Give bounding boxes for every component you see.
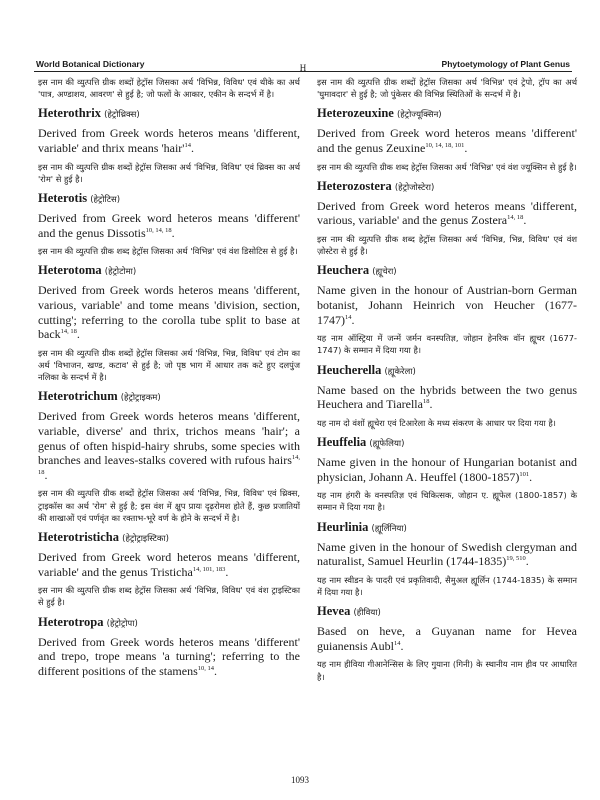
entry-headword — [38, 389, 300, 406]
headword-latin: Heterothrix — [38, 106, 101, 121]
reference-numbers: 14 — [394, 639, 401, 647]
reference-numbers: 10, 14, 18, 101 — [425, 142, 465, 149]
headword-hindi: (हेट्रोटोमा) — [104, 267, 137, 278]
entry-hindi: यह नाम ऑस्ट्रिया में जन्में जर्मन वनस्पतिज्ञ, जोहान हेनरिक वॉन ह्यूचर (1677-1747) के सम्मान में दिया गया है। — [317, 333, 577, 356]
entry — [38, 106, 300, 185]
english-text: Name given in the honour of Hungarian botanist and physician, Johann A. Heuffel (1800-1857) — [317, 454, 577, 484]
entry-english: Derived from Greek word heteros means 'different, various, variable' and the genus Zostera$^{14, 18}$. — [317, 198, 577, 228]
entry-headword — [38, 191, 300, 208]
entry-english: Name given in the honour of Swedish clergyman and naturalist, Samuel Heurlin (1744-1835)$^{19, 510}$. — [317, 539, 577, 569]
entry — [38, 191, 300, 257]
header-left-title: World Botanical Dictionary — [36, 59, 145, 69]
headword-hindi: (हेट्रोट्रोपा) — [106, 618, 138, 629]
reference-numbers: 18 — [422, 398, 430, 406]
entry — [317, 179, 577, 258]
headword-latin: Heterotrichum — [38, 389, 118, 404]
entry — [38, 615, 300, 679]
headword-latin: Heterozeuxine — [317, 106, 394, 121]
header-rule — [34, 71, 572, 72]
entry — [38, 530, 300, 609]
entry-hindi: इस नाम की व्युत्पत्ति ग्रीक शब्द हेट्रॉस जिसका अर्थ 'विभिन्न, भिन्न, विविध' एवं वंश ज़ोस्टेरा से हुई है। — [317, 233, 577, 257]
continued-hindi-text: इस नाम की व्युत्पत्ति ग्रीक शब्दों हेट्रॉस जिसका अर्थ 'विभिन्न' एवं ट्रेपो, ट्रॉप का अर्थ 'घुमावदार' से हुई है; जो पुंकेसर की विभिन्न स्थितिओं के सन्दर्भ में है। — [317, 77, 577, 100]
english-text: Name given in the honour of Austrian-born German botanist, Johann Heinrich von Heucher (1677-1747) — [317, 283, 577, 327]
headword-hindi: (हेट्रोट्राइकम) — [120, 393, 161, 404]
reference-numbers: 14, 101, 183 — [192, 565, 226, 573]
headword-hindi: (ह्यूफेलिया) — [369, 438, 405, 449]
headword-hindi: (हेट्रोजोस्टेरा) — [394, 182, 435, 193]
english-text: Based on heve, a Guyanan name for Hevea guianensis Aubl — [317, 624, 577, 653]
entry-english: Derived from Greek word heteros means 'different, variable' and the genus Tristicha$^{14, 101, 183}$. — [38, 549, 300, 579]
entry — [317, 363, 577, 429]
entry — [317, 106, 577, 172]
entry-hindi: यह नाम दो वंशों ह्यूचेरा एवं टिआरेला के मध्य संकरण के आधार पर दिया गया है। — [317, 417, 556, 428]
entry-english: Name given in the honour of Austrian-born German botanist, Johann Heinrich von Heucher (1677-1747)$^{14}$. — [317, 283, 577, 327]
entry-english: Derived from Greek word heteros means 'different' and the genus Dissotis$^{10, 14, 18}$. — [38, 211, 300, 240]
reference-numbers: 14 — [345, 313, 352, 321]
entry-hindi: इस नाम की व्युत्पत्ति ग्रीक शब्द हेट्रॉस जिसका अर्थ 'विभिन्न' एवं वंश डिसोटिस से हुई है। — [38, 246, 298, 257]
reference-numbers: 14, 18 — [60, 328, 77, 336]
headword-latin: Heterozostera — [317, 178, 392, 193]
headword-latin: Heterotoma — [38, 263, 102, 278]
entry — [317, 604, 577, 683]
entry-headword — [317, 435, 577, 452]
reference-numbers: 10, 14 — [197, 664, 214, 672]
entry-english: Name based on the hybrids between the two genus Heuchera and Tiarella$^{18}$. — [317, 382, 577, 412]
entry-english: Derived from Greek words heteros means 'different' and trepo, trope means 'a turning'; referring to the different positions of the stamens$^{10, 14}$. — [38, 634, 300, 678]
headword-latin: Heterotis — [38, 191, 88, 205]
page-number: 1093 — [291, 775, 309, 785]
reference-numbers: 101 — [519, 470, 530, 478]
entry-english: Derived from Greek words heteros means 'different, variable, diverse' and thrix, trichos means 'hair'; a genus of often hispid-hairy shrubs, some species with branches and leaves-stalks covered with rufous hairs$^{14, 18}$. — [38, 409, 300, 482]
entry-headword — [317, 363, 577, 380]
english-text: Derived from Greek words heteros means 'different, variable, diverse' and thrix, trichos means 'hair'; a genus of often hispid-hairy shrubs, some species with branches and leaves-stalks covered with rufous hairs — [38, 409, 300, 468]
entry-english: Name given in the honour of Hungarian botanist and physician, Johann A. Heuffel (1800-1857)$^{101}$. — [317, 454, 577, 484]
reference-numbers: 14 — [184, 142, 191, 149]
right-column — [317, 76, 577, 689]
entry — [317, 520, 577, 599]
headword-latin: Hevea — [317, 604, 351, 619]
english-text: Derived from Greek word heteros means 'different' and the genus Dissotis — [38, 211, 300, 240]
headword-hindi: (हेट्रोट्राइस्टिका) — [122, 533, 169, 544]
headword-latin: Heucherella — [317, 362, 382, 377]
left-column — [38, 76, 300, 683]
entry-headword — [38, 263, 300, 280]
header-right-title: Phytoetymology of Plant Genus — [441, 59, 570, 69]
entry — [317, 435, 577, 514]
english-text: Derived from Greek word heteros means 'different' and the genus Zeuxine — [317, 126, 577, 155]
english-text: Derived from Greek words heteros means 'different' and trepo, trope means 'a turning'; referring to the different positions of the stamens — [38, 634, 300, 678]
reference-numbers: 10, 14, 18 — [145, 226, 172, 234]
entry-headword — [38, 615, 300, 632]
entry-hindi: इस नाम की व्युत्पत्ति ग्रीक शब्दों हेट्रॉस जिसका अर्थ 'विभिन्न, विविध' एवं थ्रिक्स का अर्थ 'रोम' से हुई है। — [38, 161, 300, 184]
headword-latin: Heuffelia — [317, 434, 367, 449]
headword-hindi: (ह्यूचेरा) — [372, 267, 397, 278]
headword-hindi: (ह्यूर्लिनिया) — [371, 523, 407, 534]
entry-hindi: इस नाम की व्युत्पत्ति ग्रीक शब्दों हेट्रॉस जिसका अर्थ 'विभिन्न, भिन्न, विविध' एवं टोम का अर्थ 'विभाजन, खण्ड, कटाव' से हुई है; जो पृष्ठ भाग में आधार तक कटे हुए दलपुंज नलिका के सन्दर्भ में है। — [38, 347, 300, 383]
entry-hindi: इस नाम की व्युत्पत्ति ग्रीक शब्द हेट्रॉस जिसका अर्थ 'विभिन्न' एवं वंश ज्यूक्सिन से हुई है। — [317, 161, 577, 172]
entry-english: Derived from Greek words heteros means 'different, variable' and thrix means '$hair'^{14}$. — [38, 126, 300, 155]
headword-hindi: (हेट्रोटिस) — [90, 195, 121, 205]
entry-english: Derived from Greek words heteros means 'different, various, variable' and tome means 'division, section, cutting'; referring to the corolla tube split to base at back$^{14, 18}$. — [38, 283, 300, 342]
headword-hindi: (ह्यूकेरेला) — [384, 366, 416, 377]
english-text: Name based on the hybrids between the two genus Heuchera and Tiarella — [317, 382, 577, 412]
entry-headword — [317, 263, 577, 280]
reference-numbers: 14, 18 — [507, 214, 524, 222]
entry — [38, 389, 300, 524]
english-text: Name given in the honour of Swedish clergyman and naturalist, Samuel Heurlin (1744-1835) — [317, 539, 577, 569]
continued-hindi-text: इस नाम की व्युत्पत्ति ग्रीक शब्दों हेट्रॉस जिसका अर्थ 'विभिन्न, विविध' एवं थीके का अर्थ 'पात्र, अण्डाशय, आवरण' से हुई है; जो फलों के आकार, एकीन के सन्दर्भ में है। — [38, 77, 300, 100]
header-section-letter: H — [299, 63, 307, 73]
headword-hindi: (हेट्रोथ्रिक्स) — [104, 110, 140, 121]
english-text: Derived from Greek word heteros means 'different, variable' and the genus Tristicha — [38, 549, 300, 579]
headword-latin: Heurlinia — [317, 519, 369, 534]
headword-latin: Heterotristicha — [38, 529, 119, 544]
entry-headword — [317, 106, 577, 123]
entry-headword — [38, 106, 300, 123]
english-text: Derived from Greek words heteros means 'different, various, variable' and tome means 'division, section, cutting'; referring to the corolla tube split to base at back — [38, 283, 300, 342]
reference-numbers: 14, 18 — [38, 454, 300, 476]
page-header — [34, 57, 572, 71]
entry — [38, 263, 300, 383]
english-text: Derived from Greek word heteros means 'different, various, variable' and the genus Zostera — [317, 198, 577, 228]
entry-hindi: यह नाम हंगरी के वनस्पतिज्ञ एवं चिकित्सक, जोहान ए. ह्यूफेल (1800-1857) के सम्मान में दिया गया है। — [317, 490, 577, 513]
entry-headword — [38, 530, 300, 547]
entry-hindi: इस नाम की व्युत्पत्ति ग्रीक शब्द हेट्रॉस जिसका अर्थ 'विभिन्न, विविध' एवं वंश ट्राइस्टिका से हुई है। — [38, 585, 300, 608]
entry-hindi: इस नाम की व्युत्पत्ति ग्रीक शब्दों हेट्रॉस जिसका अर्थ 'विभिन्न, भिन्न, विविध' एवं थ्रिक्स, ट्राइकॉस का अर्थ 'रोम' से हुई है; इस वंश में क्षुप प्रायः दृढ़रोमश होते हैं, कुछ प्रजातियों की शाखाओं एवं पर्णवृंत का रक्ताभ-भूरे वर्ण के होने के सन्दर्भ में है। — [38, 488, 300, 523]
entry-headword — [317, 179, 577, 196]
entry-headword — [317, 604, 577, 621]
headword-latin: Heterotropa — [38, 614, 104, 629]
english-text: Derived from Greek words heteros means 'different, variable' and thrix means 'hair' — [38, 126, 300, 155]
entry — [317, 263, 577, 356]
headword-latin: Heuchera — [317, 263, 370, 278]
entry-english: Based on heve, a Guyanan name for Hevea guianensis Aubl$^{14}$. — [317, 624, 577, 653]
headword-hindi: (हेट्रोज्यूक्सिन) — [396, 110, 442, 121]
headword-hindi: (हीविया) — [353, 608, 381, 619]
entry-english: Derived from Greek word heteros means 'different' and the genus Zeuxine$^{10, 14, 18, 101}$. — [317, 126, 577, 155]
reference-numbers: 19, 510 — [506, 555, 526, 563]
entry-headword — [317, 520, 577, 537]
entry-hindi: यह नाम स्वीडन के पादरी एवं प्रकृतिवादी, सैमुअल ह्यूर्लिन (1744-1835) के सम्मान में दिया गया है। — [317, 574, 577, 597]
entry-hindi: यह नाम हीविया गीआनेन्सिस के लिए गुयाना (गिनी) के स्थानीय नाम हीव पर आधारित है। — [317, 659, 577, 682]
